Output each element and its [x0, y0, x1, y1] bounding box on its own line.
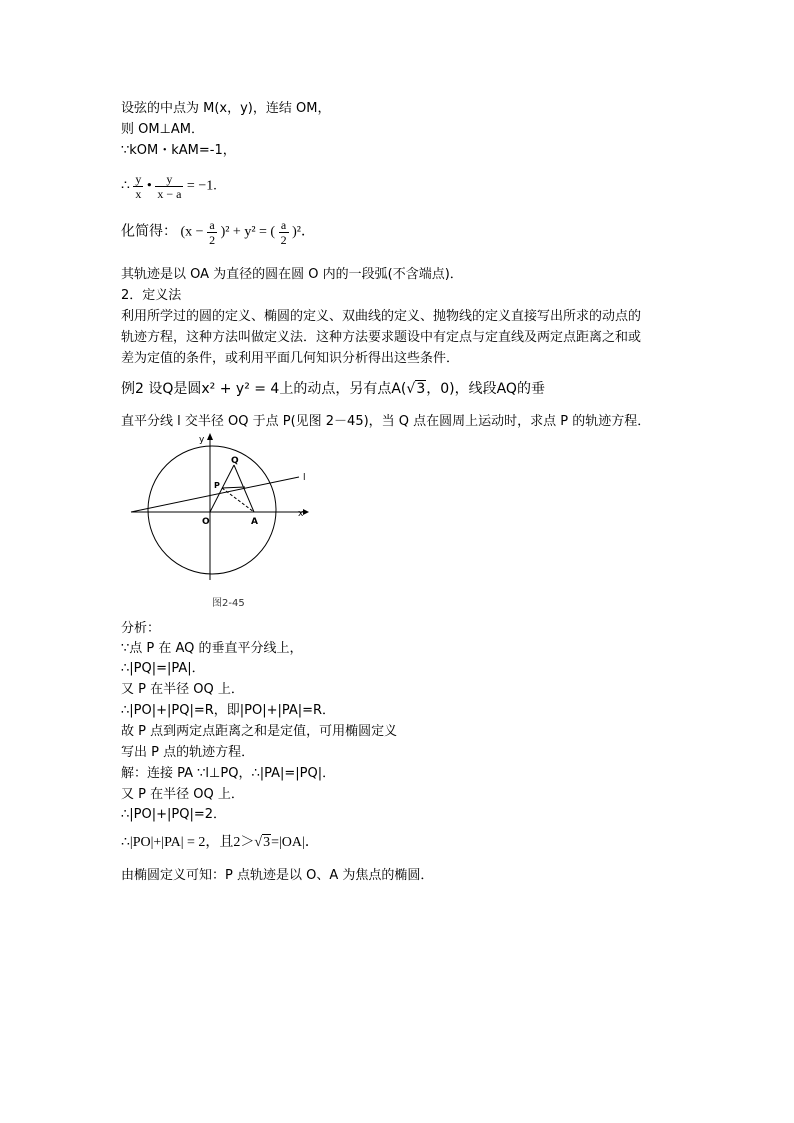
y-arrow	[207, 433, 213, 440]
figure-circle-diagram	[121, 430, 321, 594]
fraction: $\frac{y}{x}$	[135, 172, 142, 201]
sqrt: √3	[254, 835, 271, 850]
x-arrow	[303, 509, 309, 515]
text-line: 由椭圆定义可知：P 点轨迹是以 O、A 为焦点的椭圆．	[121, 868, 434, 883]
segment-p-mid	[222, 487, 245, 488]
text-line: 解：连接 PA ∵l⊥PQ，∴|PA|=|PQ|．	[121, 766, 336, 781]
text-line: ∴|PO|+|PQ|=2．	[121, 807, 226, 822]
text-line: 故 P 点到两定点距离之和是定值，可用椭圆定义	[121, 724, 398, 739]
therefore-symbol: ∴	[121, 178, 130, 194]
fraction: $\frac{a}{2}$	[209, 218, 216, 247]
text-line: ∴|PO|+|PQ|=R，即|PO|+|PA|=R．	[121, 703, 336, 718]
text-line: 直平分线 l 交半径 OQ 于点 P(见图 2－45)，当 Q 点在圆周上运动时，求点 P 的轨迹方程．	[121, 414, 651, 429]
label-a: A	[251, 517, 258, 527]
diagram	[121, 430, 321, 590]
text-line: 差为定值的条件，或利用平面几何知识分析得出这些条件．	[121, 351, 460, 366]
example-2: 例2 设Q是圆x² + y² = 4上的动点，另有点A(√3，0)，线段AQ的垂	[121, 381, 545, 397]
equation-3: ∴|PO|+|PA| = 2，且2＞√3=|OA|．	[121, 835, 319, 850]
text-line: 轨迹方程，这种方法叫做定义法．这种方法要求题设中有定点与定直线及两定点距离之和或	[121, 330, 642, 345]
fraction: $\frac{a}{2}$	[280, 218, 287, 247]
text-line: ∴|PQ|=|PA|．	[121, 661, 205, 676]
label-y: y	[199, 435, 205, 445]
equation-2: 化简得： (x − $\frac{a}{2}$ )² + y² = ( $\frac{a}{2}$ )²．	[121, 218, 315, 247]
label-l: l	[303, 473, 306, 483]
label-q: Q	[231, 456, 239, 466]
label-o: O	[202, 517, 210, 527]
figure-caption: 图2-45	[212, 598, 245, 609]
fraction: $\frac{y}{x - a}$	[157, 172, 182, 201]
label-x: x	[298, 509, 304, 519]
label-p: P	[214, 481, 220, 490]
text-line: 设弦的中点为 M(x，y)，连结 OM，	[121, 101, 331, 116]
text-line: ∵点 P 在 AQ 的垂直平分线上，	[121, 641, 303, 656]
text-line: 写出 P 点的轨迹方程．	[121, 745, 255, 760]
section-heading: 2．定义法	[121, 288, 182, 303]
text-line: 又 P 在半径 OQ 上．	[121, 787, 244, 802]
circle	[148, 446, 276, 574]
equation-1: ∴ $\frac{y}{x}$ • $\frac{y}{x - a}$ = −1.	[121, 172, 217, 201]
sqrt: √3	[406, 381, 426, 397]
text-line: 又 P 在半径 OQ 上．	[121, 682, 244, 697]
text-line: 则 OM⊥AM．	[121, 122, 205, 137]
text-line: 其轨迹是以 OA 为直径的圆在圆 O 内的一段弧(不含端点)．	[121, 267, 463, 282]
text-line: 利用所学过的圆的定义、椭圆的定义、双曲线的定义、抛物线的定义直接写出所求的动点的	[121, 309, 642, 324]
text-line: ∵kOM・kAM=-1，	[121, 143, 236, 158]
text-line: 分析：	[121, 621, 161, 636]
